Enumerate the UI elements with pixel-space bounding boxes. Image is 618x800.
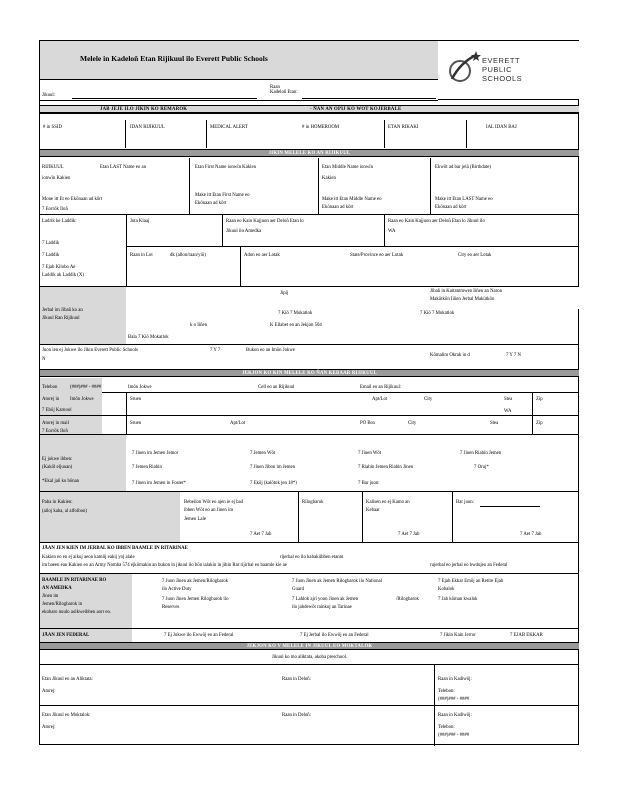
- student-label: RIJIKUUL: [42, 165, 64, 170]
- military-reserves[interactable]: 7 Juon Jinen Jemen Rilogbarok ilo: [162, 597, 229, 602]
- military-title: JĀAN JEN KIEN IM JERBAL KO IBBEN BAAMLE IN RITARINAE: [42, 546, 188, 551]
- logo-text: EVERETT PUBLIC SCHOOLS: [482, 56, 523, 83]
- form-title: Melele in Kadeloñ Etan Rijikuul ilo Everett Public Schools: [80, 54, 268, 63]
- gender-option-3[interactable]: 7 Ejab Kilobo Ae: [42, 265, 76, 270]
- military-retired[interactable]: 7 Ejab Ekkar Emōj an Retire Ejab: [438, 579, 504, 584]
- star-logo-icon: [446, 49, 482, 89]
- homeroom-label: # in HOMEROOM: [302, 125, 340, 130]
- student-info-bar: JIKIN MELELE KO AN RIJIKUUL: [40, 149, 579, 157]
- first-name-label: Etan First Name ionwīn Kakien: [195, 165, 257, 170]
- ssid-label: # in SSID: [43, 125, 62, 130]
- parent-court-yes-no[interactable]: 7 Aet 7 Jab: [398, 532, 420, 537]
- custody-yes-no[interactable]: 7 Aet 7 Jab: [250, 532, 272, 537]
- military-active-duty[interactable]: 7 Juon Jinen ak Jemen/Rilogbarok: [162, 579, 229, 584]
- lives-joint[interactable]: 7 Jinen Jibon im Jemen: [250, 465, 296, 470]
- mail-same-checkbox[interactable]: 7 Eorrōk Iloñ: [42, 429, 68, 434]
- grade-label: IAL IDAN BAJ: [486, 125, 517, 130]
- lives-both-parents[interactable]: 7 Jinen im Jemen Jemor: [132, 451, 179, 456]
- contact-info-bar: JEKJON KO KIN MELELE KO ÑAN KEBAAR RIJIKUUL: [40, 369, 579, 377]
- interpreter-yes-no[interactable]: 7 Kiō 7 Mokatlok: [420, 311, 455, 316]
- eligible-yes-no[interactable]: 7 Y 7 N: [506, 353, 521, 358]
- office-use-bar: JAB JEJE ILO JIKIN KO REMAROK - ÑAN AN OPIJ KO WŌT KŌJERBALE: [40, 105, 579, 113]
- language-yes-no[interactable]: 7 Kiō 7 Mokatlok: [278, 311, 313, 316]
- gender-option-1[interactable]: 7 Laddik: [42, 241, 60, 246]
- district-logo: [438, 41, 579, 100]
- previous-school-bar: JEKJON KO V MELELE IN JIKUUL EO MOKTALOK: [40, 642, 579, 650]
- military-national-guard[interactable]: 7 Juon Jinen ak Jemen Rilogbarok ilo National: [292, 579, 382, 584]
- federal-live[interactable]: 7 Ej Jokwe ilo Ewwōj eo an Federal: [164, 633, 234, 638]
- phone-label: Telebon: [42, 385, 58, 390]
- prev-attend-yes-no[interactable]: 7 Y 7: [210, 348, 221, 353]
- lives-mother-stepfather[interactable]: 7 Jinen Riabin Jemen: [460, 451, 502, 456]
- teacher-label: ETAN RIKAKI: [388, 125, 419, 130]
- enroll-date-line: [302, 98, 436, 99]
- middle-name-label: Etan Middle Name ionwīn: [322, 165, 374, 170]
- lives-guardian[interactable]: 7 Oruj*: [474, 465, 489, 470]
- lives-father[interactable]: 7 Jemen Wōt: [250, 451, 276, 456]
- last-name-label: Etan LAST Name eo an: [100, 165, 147, 170]
- lives-mother[interactable]: 7 Jinen Wōt: [358, 451, 382, 456]
- registration-form: Melele in Kadeloñ Etan Rijikuul ilo Everett Public Schools Jikuul: Raan Kadeloñ Etan: EVERETT PUBLIC SCHOOLS JAB JEJE ILO JIKIN KO REMAROK - ÑAN AN OPIJ KO WŌT KŌJERBALE # in SSID IDAN RIJIKUUL MEDICAL ALERT # in HOMEROOM ETAN RIKAKI IAL IDAN BAJ JIKIN MELELE KO AN RIJIKUUL RIJIKUUL Etan LAST Name eo an ionwīn Kakien Etan First Name ionwīn Kakien Etan Middle Name ionwīn Kakien Ekwōt ad bar jelā (Birthdate) Mone itt Et eo Ekōnaan ad kōrt 7 Eorrōk Iloñ Make itt Etan First Name eo Ekōnaan ad kōrt Make itt Etan Middle Name eo Ekōnaan ad kōrt Make itt Etan LAST Name eo Ekōnaan ad kōrt Ladrik ke Laddik: Jota Klaaj Raan eo Kain Kajjuon aer Deloñ Etan lo Jikuul ilo Amedka Raan eo Kain Kajjuon aer Deloñ Etan lo Jikuul ilo WA 7 Laddik 7 Laddik 7 Ejab Kilobo Ae Laddik ak Laddik (X) Raan in Lot dk (allon/raan/yiō) Adon eo aer Lotak State/Province eo aer Lotak City eo aer Lotak Jerbal im Jibañ ko an Jikuul Ran Rijikuul Jipij Jibañ in Kaitammwen Iiñen an Naron Makūtkōn Iiñen Jerbal Makūtkōn 7 Kiō 7 Mokatlok 7 Kiō 7 Mokatlok k o Iiñen K Ellabet eo an Jekjon 504 Bala 7 Kiō Mokatlok Juon ien ej Jokwe ilo Jikin Everett Public Schools N 7 Y 7 Bukon eo an Imōn Jokwe Kōmalim Okrak in d 7 Y 7 N JEKJON KO KIN MELELE KO ÑAN KEBAAR RIJIKUUL Telebon (###)### - #### Imōn Jokwe Cell eo an Rijikuul Email eo an Rijikuul: Atorej in Imōn Jokwe Sruen Apt/Lot City Stea WA Zip 7 Ebōj Karnool Atorej in mail 7 Eorrōk Iloñ Sruen Apt/Lot PO Box City Stea Zip Ej jokwe ibben: (Kakōl eljuoan) *Ekal jañ ko bōnan 7 Jinen im Jemen Jemor 7 Jemen Wōt 7 Jinen Wōt 7 Jinen Riabin Jemen 7 Jemen Riabin 7 Jinen Jibon im Jemen 7 Riabin Jemen Riabin Jinen 7 Oruj* 7 Jinen im Jemen in Foster* 7 Ekōj (kalōtok jen 18*) 7 Bar juon: Paba in Kakien: (ailoj kaba, al alfoibon) Bebeilon Wōt eo ajen ie ej bad ibben Wōt eo an Jinen im Jemen Lale Rilogbarok Kalisen eo ej Kamo an Kebaar Bar juon: 7 Aet 7 Jab 7 Aet 7 Jab 7 Aet 7 Jab JĀAN JEN KIEN IM JERBAL KO IBBEN BAAMLE IN RITARINAE Kakien eo en ej aikuj aeon kamlij eakij yoj alale rijerbal eo ilo kabakiibben etanm im baeen ean Kakien eo an Army Nomba 574 ejkōmakin an bukon in jikuul ilo bōn ialakin in jibin Rar rijirbal eo baamle kie ae rujerbal eo jerbal eo bwdujeo an Federal BAAMLE IN RITARINAE RO AN AMEDKA Jinen im Jemen/Rilogbarok in ekobaro nuulo aolkweibben aorr eo. 7 Juon Jinen ak Jemen/Rilogbarok ilo Active Duty 7 Juon Jinen ak Jemen Rilogbarok ilo National Guard 7 Ejab Ekkar Emōj an Retire Ejab Kobalok 7 Juon Jinen Jemen Rilogbarok ilo Reserves 7 Lahlok ajri yoon Jinen ak Jemen ilo jabdewōt rainkoj an Tarinae /Rilogbarok 7 Jab kōman kwalok JĀAN JEN FEDERAL 7 Ej Jokwe ilo Ewwōj eo an Federal 7 Ej Jerbal ilo Ewwōj eo an Federal 7 Jikin Kain Jerror 7 EJAB EKKAR JEKJON KO V MELELE IN JIKUUL EO MOKTALOK Jikuul ko mo aliktata, akoba preschool. Etan Jikuul eo an Aliktata: Atorej: Raan in Deloñ: Raan in Kadiwōj: Telebon: (###)### - #### Etan Jikuul eo Moktalok: Atorej: Raan in Deloñ: Raan in Kadiwōj: Telebon: (###)### - ####: [39, 40, 579, 745]
- federal-other[interactable]: 7 Jikin Kain Jerror: [440, 633, 476, 638]
- enroll-date-label: Raan Kadeloñ Etan:: [270, 85, 298, 95]
- lives-foster[interactable]: 7 Jinen im Jemen in Foster*: [132, 481, 186, 486]
- prev-school-label: Etan Jikuul eo Moktalok:: [42, 713, 91, 718]
- homeless-checkbox[interactable]: 7 Ebōj Karnool: [42, 408, 72, 413]
- medical-alert-label: MEDICAL ALERT: [210, 125, 248, 130]
- military-decline[interactable]: 7 Jab kōman kwalok: [438, 597, 478, 602]
- lives-self[interactable]: 7 Ekōj (kalōtok jen 18*): [250, 481, 297, 486]
- lives-with-label: Ej jokwe ibben:: [42, 457, 73, 462]
- last-school-label: Etan Jikuul eo an Aliktata:: [42, 677, 93, 682]
- lives-step-parents[interactable]: 7 Riabin Jemen Riabin Jinen: [358, 465, 414, 470]
- other-yes-no[interactable]: 7 Aet 7 Jab: [520, 532, 542, 537]
- lives-other[interactable]: 7 Bar juon:: [358, 481, 380, 486]
- birthdate-label: Ekwōt ad bar jelā (Birthdate): [435, 165, 491, 170]
- gender-option-2[interactable]: 7 Laddik: [42, 253, 60, 258]
- military-any-branch[interactable]: 7 Lahlok ajri yoon Jinen ak Jemen: [292, 597, 359, 602]
- lives-stepfather[interactable]: 7 Jemen Riabin: [132, 465, 162, 470]
- language-label: Jerbal im Jibañ ko an: [42, 308, 83, 313]
- federal-label: JĀAN JEN FEDERAL: [42, 633, 90, 638]
- federal-none[interactable]: 7 EJAB EKKAR: [510, 633, 543, 638]
- student-id-label: IDAN RIJIKUUL: [130, 125, 165, 130]
- custody-label: Paba in Kakien:: [42, 500, 73, 505]
- plan-504-yes-no[interactable]: Bala 7 Kiō Mokatlok: [128, 335, 169, 340]
- federal-work[interactable]: 7 Ej Jerbal ilo Ewwōj eo an Federal: [300, 633, 369, 638]
- school-label: Jikuul:: [42, 93, 56, 98]
- school-line: [72, 98, 257, 99]
